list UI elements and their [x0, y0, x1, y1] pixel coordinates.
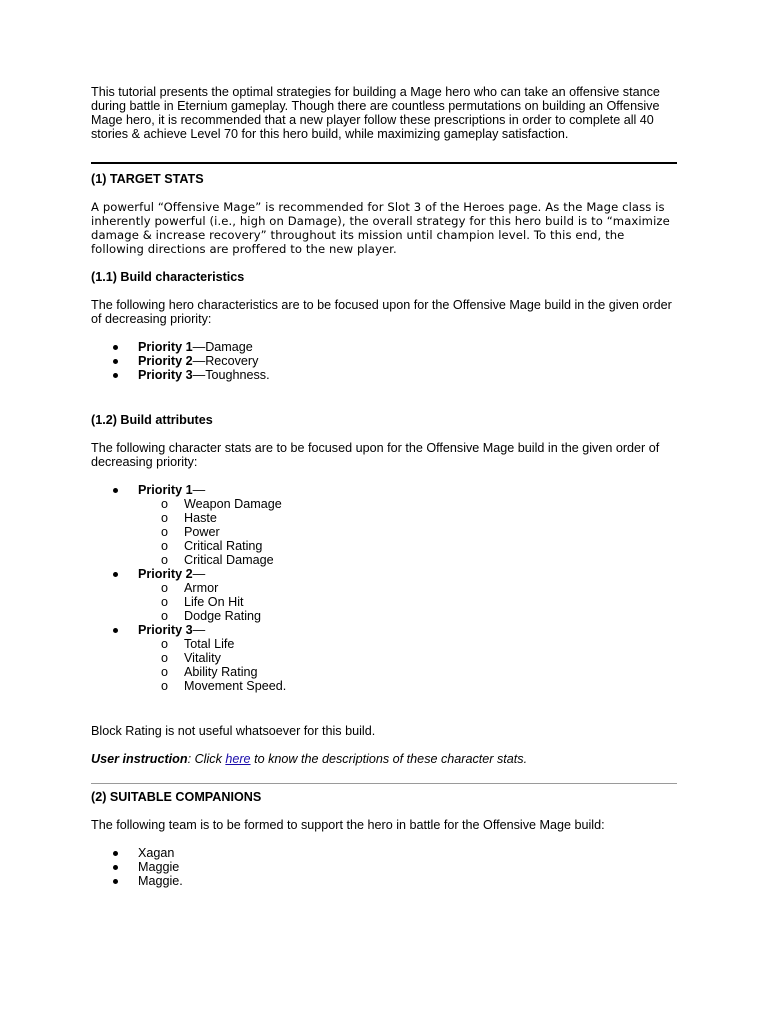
- sub-bullet: o: [161, 497, 169, 511]
- sub-list: [138, 497, 681, 567]
- sub-list-item: o Critical Rating: [161, 539, 263, 553]
- section-divider: [91, 783, 677, 784]
- sub-list-item: o Movement Speed.: [161, 679, 287, 693]
- subsection-1-1-heading: (1.1) Build characteristics: [91, 270, 245, 284]
- bullet-icon: [113, 879, 118, 884]
- priority-value: —Toughness.: [192, 368, 270, 382]
- sub-list-item: o Haste: [161, 511, 217, 525]
- here-link[interactable]: here: [225, 752, 251, 766]
- bullet-icon: [113, 359, 118, 364]
- priority-label: Priority 1: [138, 483, 193, 497]
- sub-list: [138, 581, 681, 623]
- subsection-1-2-paragraph: The following character stats are to be focused upon for the Offensive Mage build in the given order of decreasing priority:: [91, 441, 660, 469]
- priority-label: Priority 2: [138, 354, 193, 368]
- list-item: [91, 354, 681, 368]
- block-rating-note: Block Rating is not useful whatsoever for this build.: [91, 724, 376, 738]
- sub-bullet: o: [161, 679, 169, 693]
- section-2-heading: (2) SUITABLE COMPANIONS: [91, 790, 262, 804]
- sub-bullet: o: [161, 539, 169, 553]
- bullet-icon: [113, 345, 118, 350]
- bullet-icon: [113, 572, 118, 577]
- section-2-paragraph: The following team is to be formed to support the hero in battle for the Offensive Mage build:: [91, 818, 605, 832]
- list-item: Maggie: [91, 860, 681, 874]
- companions-list: [91, 846, 681, 888]
- sub-list-item: o Life On Hit: [161, 595, 244, 609]
- sub-list-item: o Weapon Damage: [161, 497, 282, 511]
- sub-bullet: o: [161, 637, 169, 651]
- bullet-icon: [113, 851, 118, 856]
- sub-bullet: o: [161, 525, 169, 539]
- sub-bullet: o: [161, 581, 169, 595]
- sub-bullet: o: [161, 665, 169, 679]
- priority-label: Priority 2: [138, 567, 193, 581]
- list-item: [91, 567, 681, 623]
- list-item: [91, 483, 681, 567]
- priority-label: Priority 3: [138, 368, 193, 382]
- priority-value: —: [192, 567, 206, 581]
- sub-list-item: o Dodge Rating: [161, 609, 262, 623]
- sub-bullet: o: [161, 651, 169, 665]
- list-item: [91, 368, 681, 382]
- characteristics-list: [91, 340, 681, 382]
- bullet-icon: [113, 865, 118, 870]
- bullet-icon: [113, 488, 118, 493]
- instruction-label: User instruction: [91, 752, 188, 766]
- list-item: [91, 340, 681, 354]
- sub-list: [138, 637, 681, 693]
- bullet-icon: [113, 628, 118, 633]
- sub-list-item: o Ability Rating: [161, 665, 258, 679]
- section-divider: [91, 162, 677, 164]
- list-item: Xagan: [91, 846, 681, 860]
- sub-bullet: o: [161, 609, 169, 623]
- user-instruction: User instruction: Click here to know the descriptions of these character stats.: [91, 752, 528, 766]
- priority-value: —: [192, 483, 206, 497]
- priority-value: —Recovery: [192, 354, 259, 368]
- subsection-1-1-paragraph: The following hero characteristics are to be focused upon for the Offensive Mage build in the given order of decreasing priority:: [91, 298, 672, 326]
- sub-bullet: o: [161, 511, 169, 525]
- section-1-paragraph: A powerful “Offensive Mage” is recommended for Slot 3 of the Heroes page. As the Mage class is inherently powerful (i.e., high on Damage), the overall strategy for this hero build is to “maximize damage & increase recovery” throughout its mission until champion level. To this end, the following directions are proffered to the new player.: [91, 200, 670, 256]
- sub-list-item: o Power: [161, 525, 220, 539]
- document-page: [91, 85, 681, 888]
- sub-list-item: o Vitality: [161, 651, 221, 665]
- sub-bullet: o: [161, 595, 169, 609]
- sub-list-item: o Armor: [161, 581, 219, 595]
- intro-paragraph: This tutorial presents the optimal strategies for building a Mage hero who can take an offensive stance during battle in Eternium gameplay. Though there are countless permutations on building an Offensive Mage hero, it is recommended that a new player follow these prescriptions in order to complete all 40 stories & achieve Level 70 for this hero build, while maximizing gameplay satisfaction.: [91, 85, 660, 141]
- priority-label: Priority 1: [138, 340, 193, 354]
- sub-bullet: o: [161, 553, 169, 567]
- sub-list-item: o Critical Damage: [161, 553, 274, 567]
- sub-list-item: o Total Life: [161, 637, 235, 651]
- priority-value: —Damage: [192, 340, 253, 354]
- attributes-list: [91, 483, 681, 693]
- list-item: [91, 623, 681, 693]
- list-item: Maggie.: [91, 874, 681, 888]
- priority-value: —: [192, 623, 206, 637]
- priority-label: Priority 3: [138, 623, 193, 637]
- subsection-1-2-heading: (1.2) Build attributes: [91, 413, 213, 427]
- bullet-icon: [113, 373, 118, 378]
- section-1-heading: (1) TARGET STATS: [91, 172, 204, 186]
